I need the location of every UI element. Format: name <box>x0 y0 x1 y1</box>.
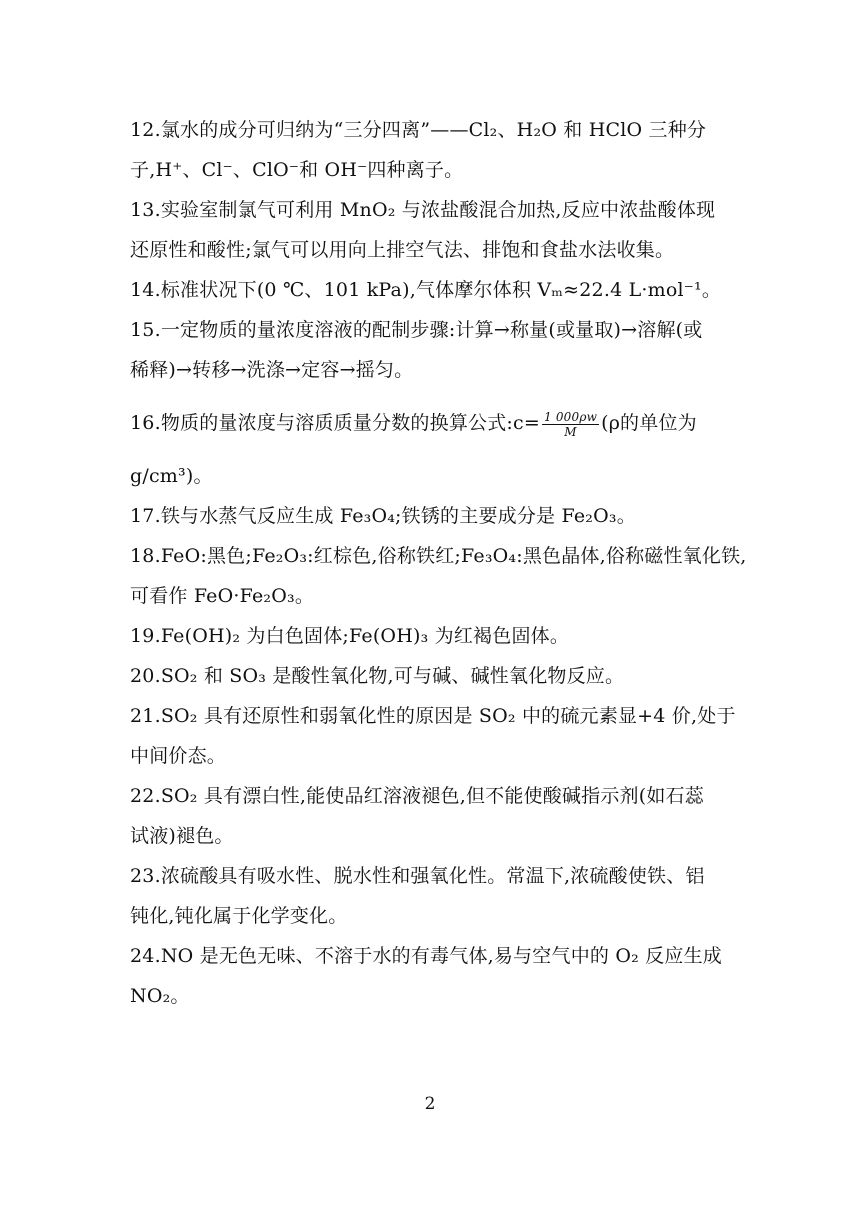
note-18-line-1: 18.FeO:黑色;Fe₂O₃:红棕色,俗称铁红;Fe₃O₄:黑色晶体,俗称磁性氧化铁, <box>130 545 747 567</box>
fraction-numerator: 1 000ρw <box>543 409 598 424</box>
note-23-line-1: 23.浓硫酸具有吸水性、脱水性和强氧化性。常温下,浓硫酸使铁、铝 <box>130 865 705 887</box>
note-17: 17.铁与水蒸气反应生成 Fe₃O₄;铁锈的主要成分是 Fe₂O₃。 <box>130 505 636 527</box>
note-21-line-2: 中间价态。 <box>130 745 227 767</box>
note-18-line-2: 可看作 FeO·Fe₂O₃。 <box>130 585 315 607</box>
concentration-formula-fraction <box>542 410 599 439</box>
note-12-line-2: 子,H⁺、Cl⁻、ClO⁻和 OH⁻四种离子。 <box>130 159 464 181</box>
note-16-suffix: (ρ的单位为 <box>601 412 697 434</box>
note-16-line-2: g/cm³)。 <box>130 465 213 487</box>
note-15-line-1: 15.一定物质的量浓度溶液的配制步骤:计算→称量(或量取)→溶解(或 <box>130 319 703 341</box>
page-number: 2 <box>424 1094 436 1114</box>
note-22-line-1: 22.SO₂ 具有漂白性,能使品红溶液褪色,但不能使酸碱指示剂(如石蕊 <box>130 785 704 807</box>
note-24-line-2: NO₂。 <box>130 985 190 1007</box>
note-20: 20.SO₂ 和 SO₃ 是酸性氧化物,可与碱、碱性氧化物反应。 <box>130 665 625 687</box>
note-19: 19.Fe(OH)₂ 为白色固体;Fe(OH)₃ 为红褐色固体。 <box>130 625 570 647</box>
note-21-line-1: 21.SO₂ 具有还原性和弱氧化性的原因是 SO₂ 中的硫元素显+4 价,处于 <box>130 705 736 727</box>
note-23-line-2: 钝化,钝化属于化学变化。 <box>130 905 348 927</box>
note-22-line-2: 试液)褪色。 <box>130 825 234 847</box>
note-16-line-1 <box>130 390 730 456</box>
note-13-line-2: 还原性和酸性;氯气可以用向上排空气法、排饱和食盐水法收集。 <box>130 239 675 261</box>
note-14: 14.标准状况下(0 ℃、101 kPa),气体摩尔体积 Vₘ≈22.4 L·mol⁻¹。 <box>130 279 722 301</box>
note-15-line-2: 稀释)→转移→洗涤→定容→摇匀。 <box>130 359 414 381</box>
fraction-denominator: M <box>564 424 577 439</box>
note-13-line-1: 13.实验室制氯气可利用 MnO₂ 与浓盐酸混合加热,反应中浓盐酸体现 <box>130 199 716 221</box>
note-12-line-1: 12.氯水的成分可归纳为“三分四离”——Cl₂、H₂O 和 HClO 三种分 <box>130 119 707 141</box>
note-24-line-1: 24.NO 是无色无味、不溶于水的有毒气体,易与空气中的 O₂ 反应生成 <box>130 945 722 967</box>
note-16-prefix: 16.物质的量浓度与溶质质量分数的换算公式:c= <box>130 412 540 434</box>
notes-body <box>130 110 747 1016</box>
